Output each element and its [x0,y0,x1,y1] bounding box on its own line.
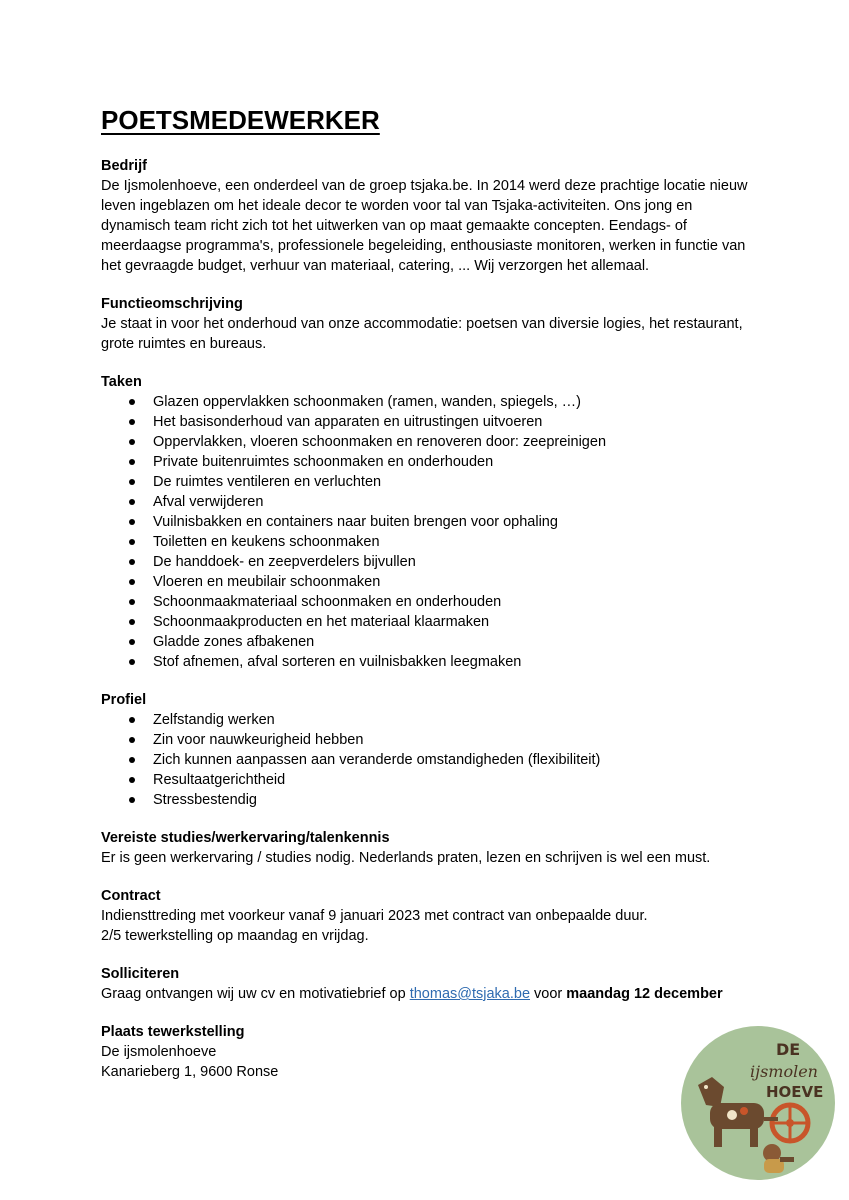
list-item: Stof afnemen, afval sorteren en vuilnisbakken leegmaken [101,652,761,672]
email-link[interactable]: thomas@tsjaka.be [409,986,531,1002]
section-heading: Vereiste studies/werkervaring/talenkennis [101,830,390,846]
list-item: Resultaatgerichtheid [101,770,761,790]
list-item: De ruimtes ventileren en verluchten [101,472,761,492]
logo-text-mid: ijsmolen [750,1062,818,1081]
section-heading: Bedrijf [101,158,147,174]
contract-line-1: Indiensttreding met voorkeur vanaf 9 januari 2023 met contract van onbepaalde duur. [101,908,648,924]
section-contract [101,886,761,946]
section-functieomschrijving [101,294,761,354]
list-item: Het basisonderhoud van apparaten en uitrustingen uitvoeren [101,412,761,432]
logo-text-bottom: HOEVE [766,1083,824,1101]
deadline: maandag 12 december [566,986,723,1002]
section-taken [101,372,761,672]
page-title: POETSMEDEWERKER [101,105,380,135]
plaats-line-2: Kanarieberg 1, 9600 Ronse [101,1064,279,1080]
section-heading: Contract [101,888,161,904]
list-item: Zelfstandig werken [101,710,761,730]
list-item: Vloeren en meubilair schoonmaken [101,572,761,592]
job-posting [101,104,761,1100]
list-item: Afval verwijderen [101,492,761,512]
ijsmolenhoeve-logo [680,1025,836,1181]
section-heading: Profiel [101,692,147,708]
profiel-list [101,710,761,810]
logo-text-top: DE [776,1040,801,1059]
section-text: Je staat in voor het onderhoud van onze accommodatie: poetsen van diversie logies, het restaurant, grote ruimtes en bureaus. [101,316,743,352]
section-heading: Taken [101,374,142,390]
list-item: Private buitenruimtes schoonmaken en onderhouden [101,452,761,472]
solliciteren-prefix: Graag ontvangen wij uw cv en motivatiebrief op [101,986,410,1002]
list-item: Oppervlakken, vloeren schoonmaken en renoveren door: zeepreinigen [101,432,761,452]
logo-circle [681,1026,835,1180]
solliciteren-text [101,984,761,1004]
section-profiel [101,690,761,810]
section-heading: Plaats tewerkstelling [101,1024,245,1040]
list-item: Zich kunnen aanpassen aan veranderde omstandigheden (flexibiliteit) [101,750,761,770]
section-heading: Solliciteren [101,966,180,982]
section-text: De Ijsmolenhoeve, een onderdeel van de groep tsjaka.be. In 2014 werd deze prachtige locatie nieuw leven ingeblazen om het ideale decor te worden voor tal van Tsjaka-activiteiten. Ons jong en dynamisch team richt zich tot het uitwerken van op maat gemaakte concepten. Eendags- of meerdaagse programma's, professionele begeleiding, enthousiaste monitoren, werken in functie van het gevraagde budget, verhuur van materiaal, catering, ... Wij verzorgen het allemaal. [101,178,748,274]
solliciteren-middle: voor [530,986,567,1002]
contract-line-2: 2/5 tewerkstelling op maandag en vrijdag. [101,928,369,944]
section-vereiste [101,828,761,868]
section-plaats [101,1022,761,1082]
list-item: Toiletten en keukens schoonmaken [101,532,761,552]
section-text: Er is geen werkervaring / studies nodig. Nederlands praten, lezen en schrijven is wel een must. [101,850,711,866]
list-item: Stressbestendig [101,790,761,810]
section-heading: Functieomschrijving [101,296,243,312]
list-item: Vuilnisbakken en containers naar buiten brengen voor ophaling [101,512,761,532]
list-item: Schoonmaakmateriaal schoonmaken en onderhouden [101,592,761,612]
list-item: Schoonmaakproducten en het materiaal klaarmaken [101,612,761,632]
list-item: Glazen oppervlakken schoonmaken (ramen, wanden, spiegels, …) [101,392,761,412]
taken-list [101,392,761,672]
list-item: Zin voor nauwkeurigheid hebben [101,730,761,750]
plaats-line-1: De ijsmolenhoeve [101,1044,217,1060]
list-item: Gladde zones afbakenen [101,632,761,652]
list-item: De handdoek- en zeepverdelers bijvullen [101,552,761,572]
section-bedrijf [101,156,761,276]
section-solliciteren [101,964,761,1004]
